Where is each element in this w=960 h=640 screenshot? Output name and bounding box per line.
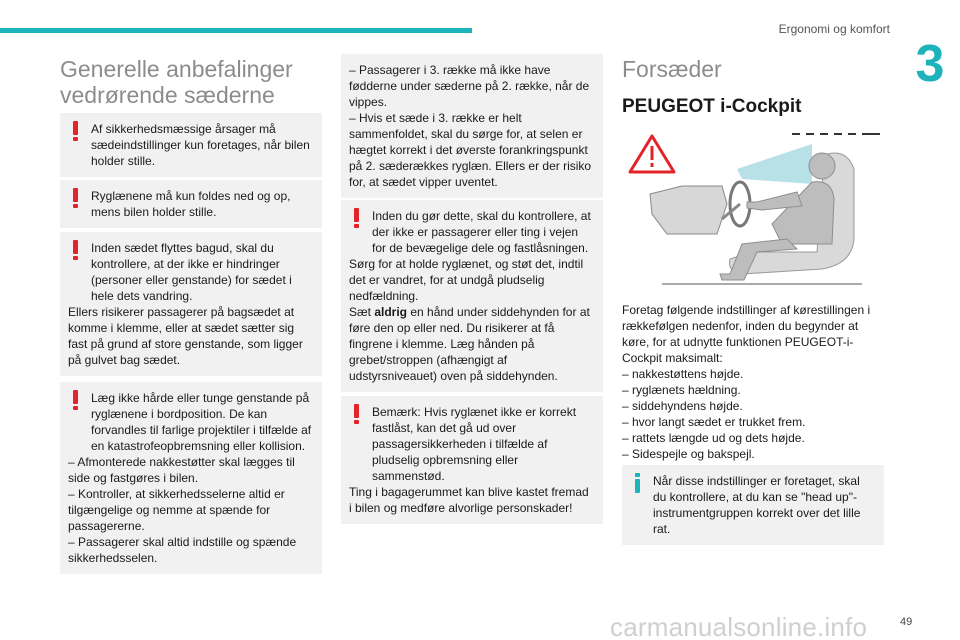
list-item: – Sidespejle og bakspejl.: [622, 447, 755, 461]
sight-line-beam: [737, 144, 812, 184]
front-seats-heading: Forsæder: [622, 56, 722, 82]
chapter-number: 3: [915, 35, 945, 93]
warning-text: Ryglænene må kun foldes ned og op, mens bilen holder stille.: [91, 189, 291, 219]
list-item: – rattets længde ud og dets højde.: [622, 431, 805, 445]
third-row-note-box: [341, 54, 603, 198]
warning-text: Læg ikke hårde eller tunge genstande på ryglænene i bordposition. De kan forvandles til farlige projektiler i tilfælde af en katastrofeopbremsning eller kollision.: [91, 391, 312, 453]
warning-text: Af sikkerhedsmæssige årsager må sædeindstillinger kun foretages, når bilen holder stille.: [91, 122, 310, 168]
warning-icon: [73, 390, 78, 410]
general-recommendations-heading: Generelle anbefalinger vedrørende sæderne: [60, 56, 293, 108]
warning-text: Sæt aldrig en hånd under siddehynden for at føre den op eller ned. Du risikerer at få fingrene i klemme. Læg hånden på grebet/stroppen (afhængigt af udstyrsniveauet) oven på siddehynden.: [349, 305, 590, 383]
list-item: – Hvis et sæde i 3. række er helt sammenfoldet, skal du sørge for, at selen er hægtet korrekt i det øverste forankringspunkt på 2. sæderækkes ryglæn. Ellers er der risiko for, at sædet vipper uventet.: [349, 111, 592, 189]
watermark: carmanualsonline.info: [610, 612, 868, 640]
list-item: – hvor langt sædet er trukket frem.: [622, 415, 806, 429]
page-number: 49: [900, 616, 913, 628]
warning-icon: [73, 188, 78, 208]
header-accent-bar: [0, 28, 472, 33]
warning-box-check: [341, 200, 603, 392]
warning-box-3: [60, 232, 322, 376]
warning-box-1: [60, 113, 322, 177]
list-item: – ryglænets hældning.: [622, 383, 741, 397]
list-item: – nakkestøttens højde.: [622, 367, 744, 381]
warning-text: Inden sædet flyttes bagud, skal du kontrollere, at der ikke er hindringer (personer eller genstande) for sædet i hele dets vandring.: [91, 241, 292, 303]
warning-box-note: [341, 396, 603, 524]
seat-adjustment-instructions: [622, 302, 884, 462]
list-item: – Kontroller, at sikkerhedsselerne altid er tilgængelige og nemme at spænde for passagererne.: [68, 487, 285, 533]
section-title: Ergonomi og komfort: [778, 22, 890, 36]
driver-seat-position-illustration: [622, 124, 884, 294]
warning-icon: [354, 404, 359, 424]
warning-text: Ting i bagagerummet kan blive kastet fremad i bilen og medføre alvorlige personskader!: [349, 485, 589, 515]
warning-text: Inden du gør dette, skal du kontrollere, at der ikke er passagerer eller ting i vejen for de bevægelige dele og fastlåsningen.: [372, 209, 591, 255]
list-item: – siddehyndens højde.: [622, 399, 743, 413]
info-text: Når disse indstillinger er foretaget, skal du kontrollere, at du kan se "head up"-instrumentgruppen korrekt over det lille rat.: [653, 474, 861, 536]
intro-text: Foretag følgende indstillinger af kørestillingen i rækkefølgen nedenfor, inden du begynder at køre, for at udnytte funktionen PEUGEOT-i-Cockpit maksimalt:: [622, 303, 871, 365]
warning-icon: [73, 121, 78, 141]
dashboard-shape: [650, 186, 727, 234]
list-item: – Afmonterede nakkestøtter skal lægges til side og fastgøres i bilen.: [68, 455, 295, 485]
warning-icon: [354, 208, 359, 228]
list-item: – Passagerer skal altid indstille og spænde sikkerhedsselen.: [68, 535, 297, 565]
warning-text: Sørg for at holde ryglænet, og støt det, indtil det er vandret, for at undgå pludselig nedfældning.: [349, 257, 584, 303]
warning-icon: [73, 240, 78, 260]
i-cockpit-subheading: PEUGEOT i-Cockpit: [622, 96, 802, 117]
info-icon: [635, 473, 640, 493]
warning-text: Ellers risikerer passagerer på bagsædet at komme i klemme, eller at sædet sætter sig fast på grund af store genstande, som ligger på gulvet bag sædet.: [68, 305, 303, 367]
warning-box-2: [60, 180, 322, 228]
warning-triangle-icon: [630, 136, 674, 172]
warning-box-4: [60, 382, 322, 574]
list-item: – Passagerer i 3. række må ikke have fødderne under sæderne på 2. række, når de vippes.: [349, 63, 590, 109]
warning-text: Bemærk: Hvis ryglænet ikke er korrekt fastlåst, kan det gå ud over passagersikkerheden i tilfælde af pludselig opbremsning eller sammenstød.: [372, 405, 577, 483]
info-box: [622, 465, 884, 545]
